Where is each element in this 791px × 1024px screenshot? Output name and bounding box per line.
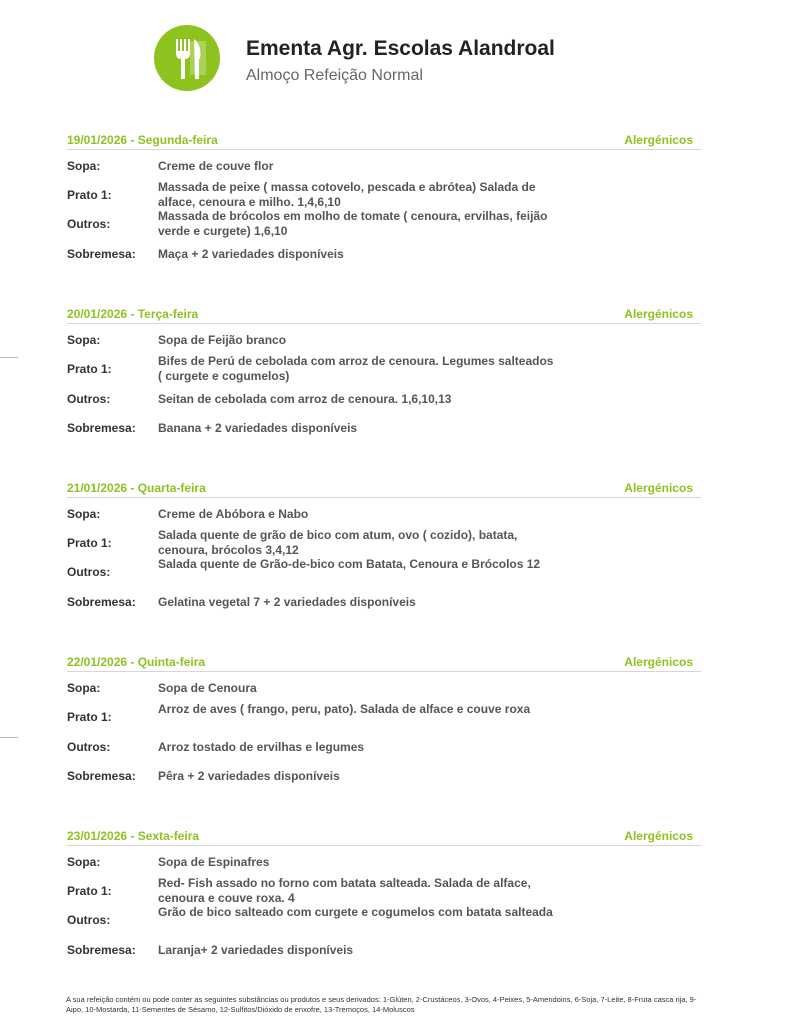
main-label: Prato 1: [67, 710, 112, 724]
others-label: Outros: [67, 913, 111, 927]
allergen-footnote: A sua refeição contém ou pode conter as seguintes substâncias ou produtos e seus derivados: 1-Glúten, 2-Crustáceos, 3-Ovos, 4-Peixes, 5-Amendoins, 6-Soja, 7-Leite, 8-Fruta casca rija, 9-Aipo, 10-Mostarda, 11-Sementes de Sésamo, 12-Sulfitos/Dióxido de enxofre, 13-Tremoços, 14-Moluscos [66, 995, 697, 1014]
dessert-label: Sobremesa: [67, 247, 136, 261]
soup-label: Sopa: [67, 507, 101, 521]
day-header [67, 827, 701, 846]
soup-label: Sopa: [67, 159, 101, 173]
main-label: Prato 1: [67, 362, 112, 376]
day-date: 21/01/2026 - Quarta-feira [67, 481, 206, 495]
soup-value: Sopa de Cenoura [158, 681, 257, 695]
margin-mark [0, 737, 18, 738]
others-label: Outros: [67, 392, 111, 406]
dessert-value: Pêra + 2 variedades disponíveis [158, 769, 340, 783]
soup-value: Sopa de Feijão branco [158, 333, 287, 347]
others-value: Massada de brócolos em molho de tomate ( cenoura, ervilhas, feijão verde e curgete) 1,6,10 [158, 209, 548, 238]
dessert-label: Sobremesa: [67, 769, 136, 783]
dessert-value: Banana + 2 variedades disponíveis [158, 421, 358, 435]
day-menu [67, 827, 701, 977]
day-date: 23/01/2026 - Sexta-feira [67, 829, 200, 843]
day-date: 19/01/2026 - Segunda-feira [67, 133, 218, 147]
others-value: Arroz tostado de ervilhas e legumes [158, 740, 365, 754]
main-label: Prato 1: [67, 188, 112, 202]
allergens-link[interactable]: Alergénicos [624, 307, 693, 321]
day-header [67, 305, 701, 324]
others-label: Outros: [67, 740, 111, 754]
dessert-label: Sobremesa: [67, 943, 136, 957]
cutlery-logo [154, 25, 220, 91]
allergens-link[interactable]: Alergénicos [624, 829, 693, 843]
main-value: Massada de peixe ( massa cotovelo, pescada e abrótea) Salada de alface, cenoura e milho. 1,4,6,10 [158, 180, 536, 209]
dessert-value: Gelatina vegetal 7 + 2 variedades disponíveis [158, 595, 416, 609]
soup-value: Creme de Abóbora e Nabo [158, 507, 309, 521]
main-value: Salada quente de grão de bico com atum, ovo ( cozido), batata, cenoura, brócolos 3,4,12 [158, 528, 518, 557]
others-label: Outros: [67, 217, 111, 231]
day-header [67, 131, 701, 150]
dessert-value: Maça + 2 variedades disponíveis [158, 247, 344, 261]
others-value: Seitan de cebolada com arroz de cenoura. 1,6,10,13 [158, 392, 452, 406]
main-value: Bifes de Perú de cebolada com arroz de cenoura. Legumes salteados ( curgete e cogumelos) [158, 354, 554, 383]
others-value: Grão de bico salteado com curgete e cogumelos com batata salteada [158, 905, 553, 919]
dessert-label: Sobremesa: [67, 595, 136, 609]
page-title: Ementa Agr. Escolas Alandroal [246, 37, 555, 60]
day-menu [67, 479, 701, 629]
main-label: Prato 1: [67, 536, 112, 550]
allergens-link[interactable]: Alergénicos [624, 133, 693, 147]
day-menu [67, 653, 701, 803]
margin-mark [0, 357, 18, 358]
soup-value: Sopa de Espinafres [158, 855, 270, 869]
soup-label: Sopa: [67, 681, 101, 695]
day-date: 22/01/2026 - Quinta-feira [67, 655, 206, 669]
others-value: Salada quente de Grão-de-bico com Batata, Cenoura e Brócolos 12 [158, 557, 541, 571]
dessert-label: Sobremesa: [67, 421, 136, 435]
main-value: Red- Fish assado no forno com batata salteada. Salada de alface, cenoura e couve roxa. 4 [158, 876, 531, 905]
soup-label: Sopa: [67, 333, 101, 347]
main-value: Arroz de aves ( frango, peru, pato). Salada de alface e couve roxa [158, 702, 531, 716]
soup-value: Creme de couve flor [158, 159, 274, 173]
day-header [67, 653, 701, 672]
soup-label: Sopa: [67, 855, 101, 869]
cutlery-icon [154, 25, 220, 91]
main-label: Prato 1: [67, 884, 112, 898]
day-date: 20/01/2026 - Terça-feira [67, 307, 199, 321]
day-header [67, 479, 701, 498]
allergens-link[interactable]: Alergénicos [624, 481, 693, 495]
others-label: Outros: [67, 565, 111, 579]
day-menu [67, 305, 701, 455]
dessert-value: Laranja+ 2 variedades disponíveis [158, 943, 354, 957]
day-menu [67, 131, 701, 281]
page-subtitle: Almoço Refeição Normal [246, 67, 423, 84]
allergens-link[interactable]: Alergénicos [624, 655, 693, 669]
